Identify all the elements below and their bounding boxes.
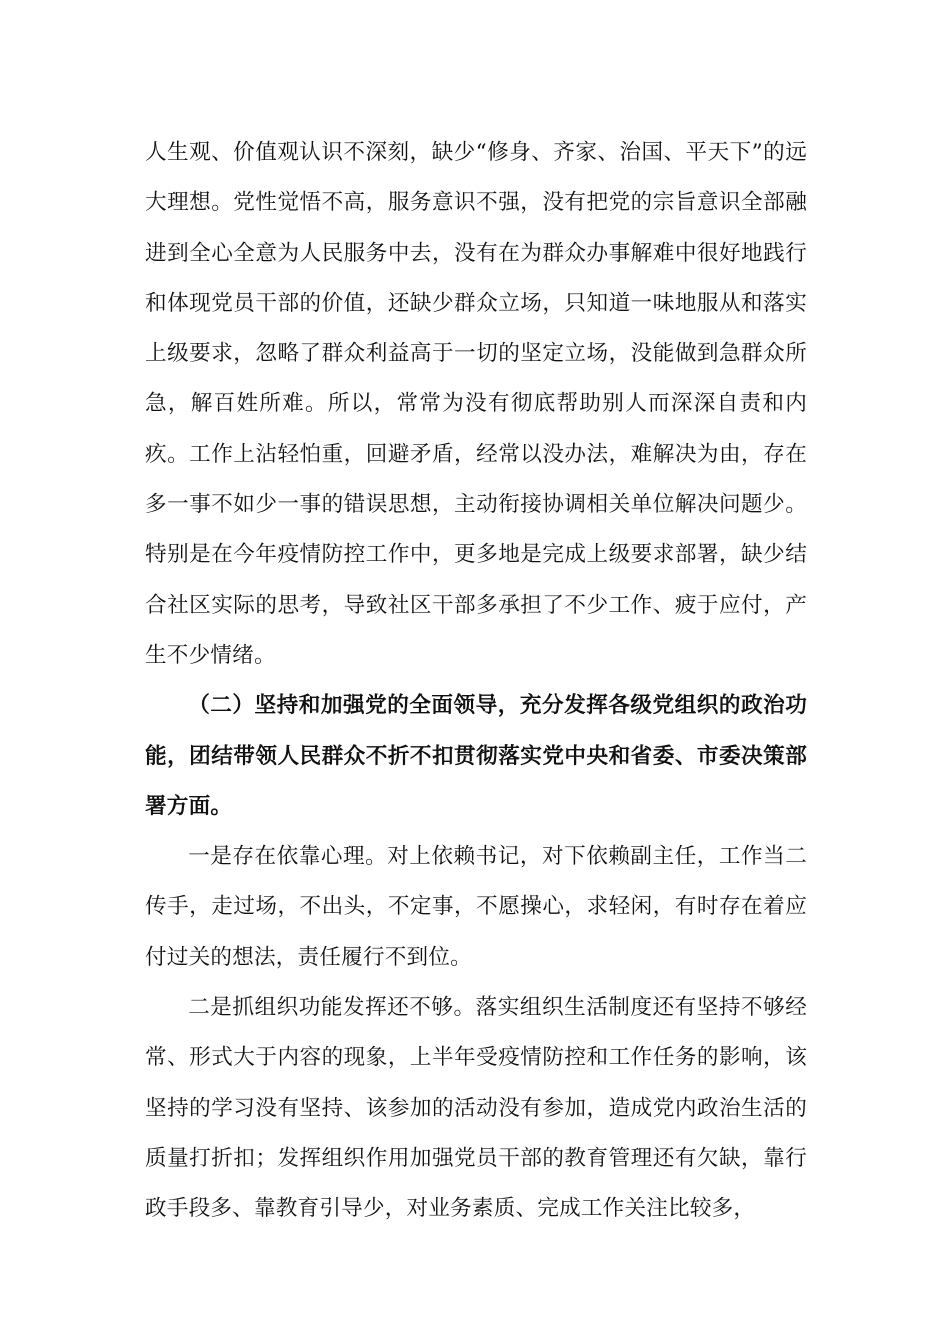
paragraph-continuation: 人生观、价值观认识不深刻，缺少“修身、齐家、治国、平天下”的远大理想。党性觉悟不高，服务意识不强，没有把党的宗旨意识全部融进到全心全意为人民服务中去，没有在为群众办事解难中很好地践行和体现党员干部的价值，还缺少群众立场，只知道一味地服从和落实上级要求，忽略了群众利益高于一切的坚定立场，没能做到急群众所急，解百姓所难。所以，常常为没有彻底帮助别人而深深自责和内疚。工作上沾轻怕重，回避矛盾，经常以没办法，难解决为由，存在多一事不如少一事的错误思想，主动衔接协调相关单位解决问题少。特别是在今年疫情防控工作中，更多地是完成上级要求部署，缺少结合社区实际的思考，导致社区干部多承担了不少工作、疲于应付，产生不少情绪。 (145, 140, 807, 668)
section-heading: （二）坚持和加强党的全面领导，充分发挥各级党组织的政治功能，团结带领人民群众不折不扣贯彻落实党中央和省委、市委决策部署方面。 (145, 693, 807, 819)
paragraph-point-two: 二是抓组织功能发挥还不够。落实组织生活制度还有坚持不够经常、形式大于内容的现象，上半年受疫情防控和工作任务的影响，该坚持的学习没有坚持、该参加的活动没有参加，造成党内政治生活的质量打折扣；发挥组织作用加强党员干部的教育管理还有欠缺，靠行政手段多、靠教育引导少，对业务素质、完成工作关注比较多， (145, 995, 807, 1222)
document-page (145, 128, 807, 1235)
paragraph-point-one: 一是存在依靠心理。对上依赖书记，对下依赖副主任，工作当二传手，走过场，不出头，不定事，不愿操心，求轻闲，有时存在着应付过关的想法，责任履行不到位。 (145, 844, 807, 970)
